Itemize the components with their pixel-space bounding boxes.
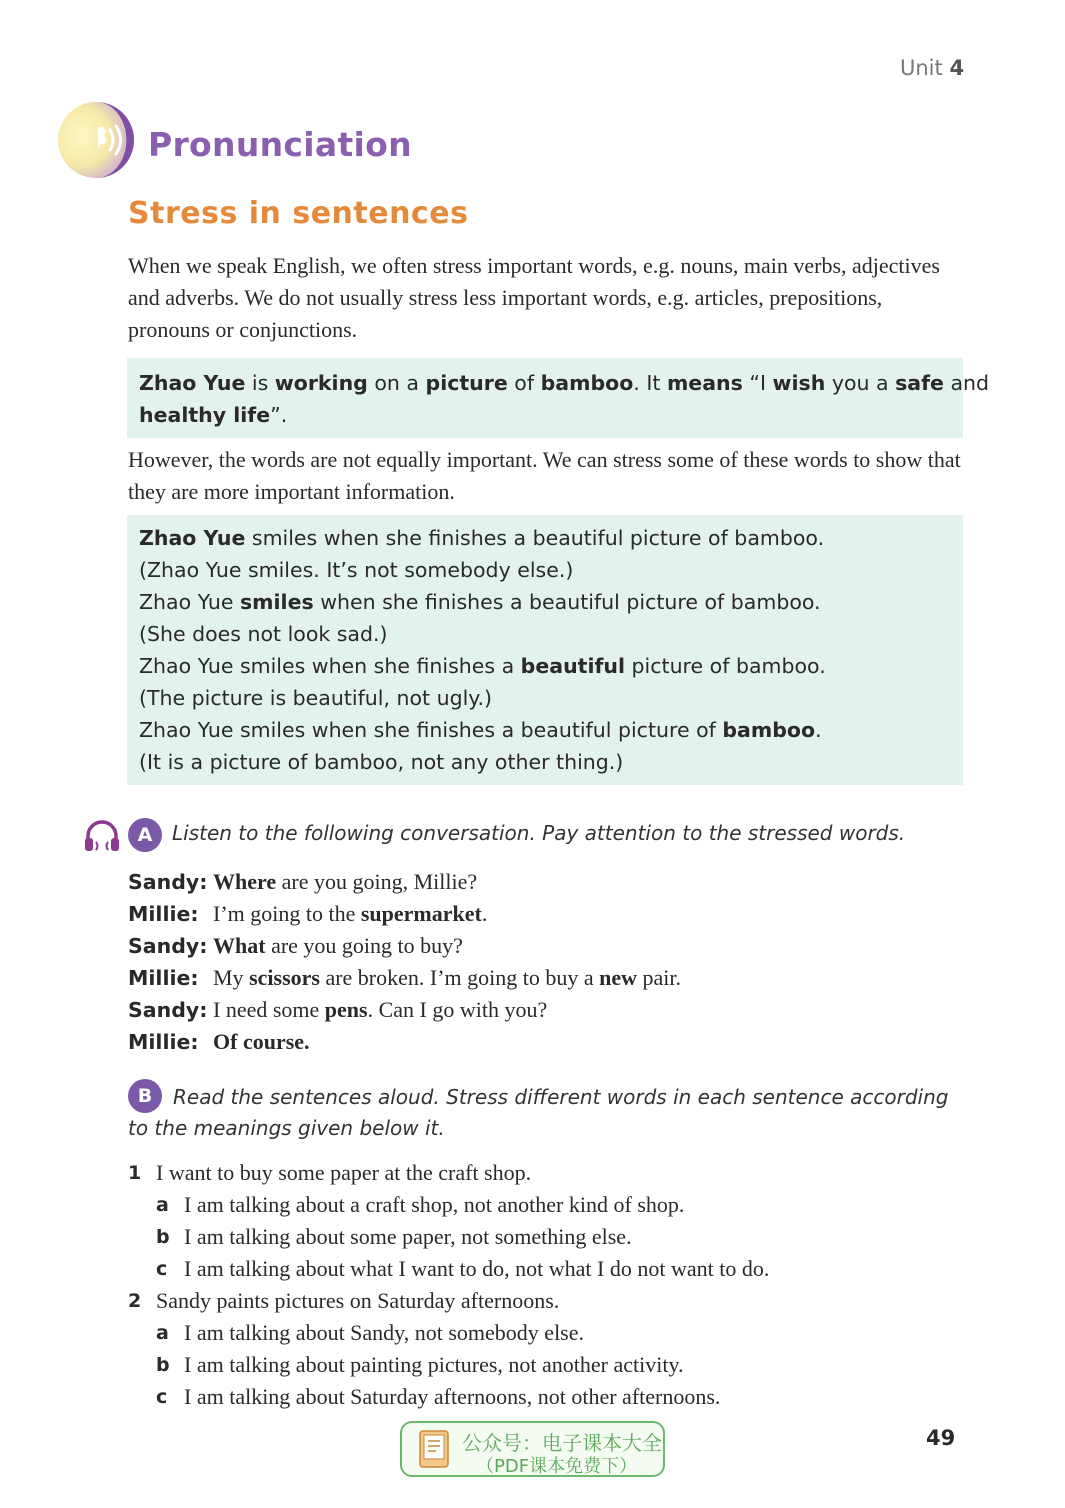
text-run: . [815,718,822,742]
section-subtitle: Stress in sentences [128,196,469,231]
stressed-word: Where [213,869,277,894]
text-run: “I [742,371,773,395]
meaning-letter: c [156,1258,168,1280]
text-run: are broken. I’m going to buy a [319,965,600,990]
stressed-word: What [213,933,266,958]
stressed-word: pens [324,997,368,1022]
speaker-name: Sandy: [128,870,208,894]
activity-b-badge: B [128,1079,162,1113]
stressed-word: beautiful [520,654,626,678]
example-line [139,714,951,746]
utterance [213,866,477,898]
stressed-word: supermarket [360,901,482,926]
stressed-word: Zhao Yue [139,526,246,550]
meaning-text: I am talking about what I want to do, not what I do not want to do. [184,1256,770,1281]
unit-label: Unit 4 [900,56,965,80]
stressed-word: healthy life [139,403,271,427]
meaning-text: I am talking about some paper, not something else. [184,1224,632,1249]
text-run: of [507,371,541,395]
example-line [139,586,951,618]
item-number: 1 [128,1162,142,1184]
text-run: My [213,965,250,990]
speaker-name: Sandy: [128,934,208,958]
meaning-text: I am talking about Sandy, not somebody else. [184,1320,585,1345]
text-run: Zhao Yue [139,590,240,614]
stressed-word: safe [895,371,944,395]
utterance [213,994,547,1026]
example-line [139,399,951,431]
example-box-1 [127,358,990,438]
meaning-text: I am talking about a craft shop, not another kind of shop. [184,1192,685,1217]
text-run: and [943,371,990,395]
utterance [213,962,681,994]
text-run: you a [825,371,896,395]
text-run: . Can I go with you? [367,997,548,1022]
stressed-word: means [666,371,743,395]
item-number: 2 [128,1290,142,1312]
intro-paragraph-2: However, the words are not equally important. We can stress some of these words to show that they are more important information. [128,447,961,504]
watermark-line-2: （PDF课本免费下） [476,1456,638,1477]
activity-b-instruction: Read the sentences aloud. Stress different words in each sentence according to the meanings given below it. [128,1085,949,1140]
stressed-word: bamboo [722,718,816,742]
text-run: picture of bamboo. [625,654,826,678]
utterance [213,1026,310,1058]
text-run: Zhao Yue smiles when she finishes a [139,654,521,678]
stressed-word: scissors [249,965,320,990]
text-run: are you going, Millie? [276,869,478,894]
text-run: smiles when she finishes a beautiful picture of bamboo. [245,526,825,550]
speaker-name: Sandy: [128,998,208,1022]
stressed-word: bamboo [540,371,634,395]
text-run: (She does not look sad.) [139,622,388,646]
stressed-word: wish [772,371,826,395]
meaning-letter: a [156,1194,169,1216]
stressed-word: Of course. [213,1029,310,1054]
intro-paragraph-1: When we speak English, we often stress important words, e.g. nouns, main verbs, adjectives and adverbs. We do not usually stress less important words, e.g. articles, prepositions, pronouns or conjunctions. [128,253,940,342]
stressed-word: new [599,965,638,990]
utterance [213,930,463,962]
text-run: Zhao Yue smiles when she finishes a beautiful picture of [139,718,723,742]
example-line [139,746,951,778]
text-run: (Zhao Yue smiles. It’s not somebody else.) [139,558,574,582]
text-run: (It is a picture of bamboo, not any other thing.) [139,750,624,774]
activity-a-instruction: Listen to the following conversation. Pay attention to the stressed words. [172,821,906,845]
speaker-name: Millie: [128,1030,199,1054]
meaning-letter: a [156,1322,169,1344]
text-run: pair. [637,965,682,990]
book-icon [418,1429,452,1471]
meaning-text: I am talking about Saturday afternoons, not other afternoons. [184,1384,721,1409]
stressed-word: picture [425,371,508,395]
example-line [139,367,990,399]
text-run: when she finishes a beautiful picture of bamboo. [313,590,821,614]
text-run: . It [633,371,667,395]
text-run: I need some [213,997,325,1022]
text-run: on a [367,371,426,395]
meaning-letter: b [156,1354,170,1376]
watermark-line-1: 公众号：电子课本大全 [462,1431,662,1455]
meaning-letter: c [156,1386,168,1408]
activity-a-badge: A [128,818,162,852]
stressed-word: smiles [239,590,314,614]
stressed-word: working [274,371,368,395]
text-run: ”. [270,403,288,427]
item-sentence: Sandy paints pictures on Saturday afternoons. [156,1288,560,1313]
watermark-badge [400,1421,665,1477]
example-line [139,554,951,586]
text-run: I’m going to the [213,901,361,926]
meaning-letter: b [156,1226,170,1248]
item-sentence: I want to buy some paper at the craft shop. [156,1160,532,1185]
text-run: . [481,901,488,926]
stressed-word: Zhao Yue [139,371,246,395]
speaker-name: Millie: [128,902,199,926]
example-line [139,650,951,682]
example-box-2 [127,515,963,785]
text-run: are you going to buy? [265,933,463,958]
headphones-icon [82,816,122,856]
speaker-name: Millie: [128,966,199,990]
example-line [139,682,951,714]
page-number: 49 [926,1426,956,1450]
text-run: (The picture is beautiful, not ugly.) [139,686,493,710]
text-run: is [245,371,275,395]
example-line [139,522,951,554]
meaning-text: I am talking about painting pictures, not another activity. [184,1352,684,1377]
section-title: Pronunciation [148,125,412,164]
pronunciation-speaking-icon [56,100,136,180]
unit-number: 4 [949,56,965,80]
example-line [139,618,951,650]
utterance [213,898,487,930]
